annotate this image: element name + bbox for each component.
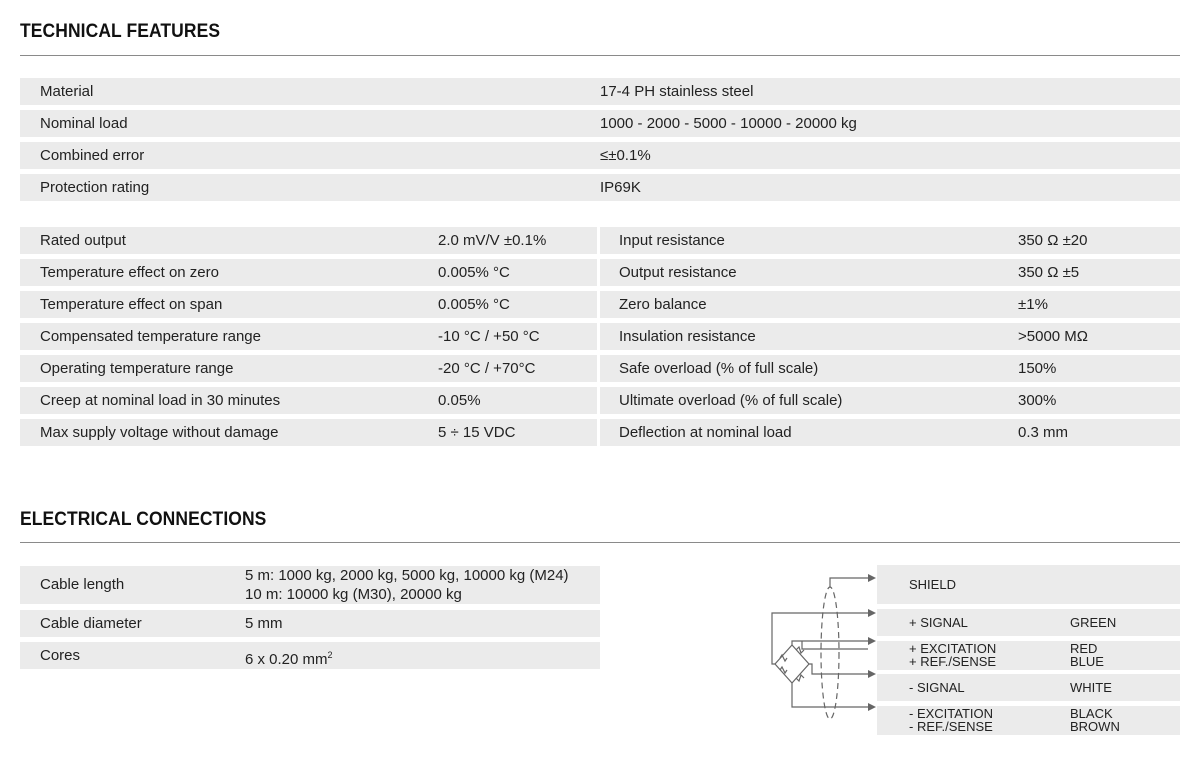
table-row [20,110,1180,137]
spec-value [245,642,333,669]
table-row [877,674,1180,701]
wire-color-line1: RED [1070,641,1098,656]
arrow-icon [868,609,876,617]
spec-value: 5 ÷ 15 VDC [438,424,516,441]
wire-color-line2: BLUE [1070,654,1104,669]
wire-signal-line2: + REF./SENSE [909,654,997,669]
section-title-technical-features: TECHNICAL FEATURES [20,21,221,42]
wire-signal: - SIGNAL [909,680,965,695]
spec-value: 2.0 mV/V ±0.1% [438,232,547,249]
spec-value: 350 Ω ±5 [1018,264,1080,281]
spec-label: Cores [40,647,81,664]
table-row [20,142,1180,169]
shield-ellipse [821,587,839,719]
wire-color [1070,642,1104,668]
table-row [20,566,600,604]
table-row [20,259,597,286]
wire-signal: + SIGNAL [909,615,968,630]
spec-value: 0.005% °C [438,296,510,313]
wire-signal-line2: - REF./SENSE [909,719,993,734]
spec-label: Cable diameter [40,615,142,632]
spec-label: Combined error [40,147,145,164]
table-row [600,227,1180,254]
spec-value: ±1% [1018,296,1048,313]
spec-label: Ultimate overload (% of full scale) [619,392,843,409]
section-title-electrical-connections: ELECTRICAL CONNECTIONS [20,509,267,530]
table-row [877,706,1180,735]
arrow-icon [868,574,876,582]
wire-signal-line1: - EXCITATION [909,706,994,721]
table-row [20,323,597,350]
spec-label: Deflection at nominal load [619,424,792,441]
table-row [20,387,597,414]
spec-label: Temperature effect on zero [40,264,219,281]
spec-label: Nominal load [40,115,128,132]
table-row [877,565,1180,604]
spec-label: Output resistance [619,264,737,281]
spec-label: Input resistance [619,232,725,249]
table-row [20,642,600,669]
spec-value: 0.05% [438,392,481,409]
table-row [20,355,597,382]
spec-label: Cable length [40,576,125,593]
wheatstone-bridge-diagram [760,560,880,730]
table-row [20,174,1180,201]
wire-color-line1: BLACK [1070,706,1113,721]
spec-value: 1000 - 2000 - 5000 - 10000 - 20000 kg [600,115,857,132]
spec-value: 5 mm [245,615,283,632]
spec-value: 0.3 mm [1018,424,1069,441]
table-row [600,259,1180,286]
table-row [600,355,1180,382]
spec-label: Insulation resistance [619,328,756,345]
spec-value: -10 °C / +50 °C [438,328,540,345]
arrow-icon [868,637,876,645]
spec-value: 17-4 PH stainless steel [600,83,754,100]
spec-value: 150% [1018,360,1057,377]
spec-label: Protection rating [40,179,150,196]
spec-label: Compensated temperature range [40,328,261,345]
spec-value: ≤±0.1% [600,147,651,164]
arrow-icon [868,670,876,678]
spec-label: Temperature effect on span [40,296,223,313]
table-row [20,227,597,254]
wire-signal: SHIELD [909,577,956,592]
table-row [20,610,600,637]
wire-color: WHITE [1070,680,1112,695]
spec-value: 300% [1018,392,1057,409]
spec-value: >5000 MΩ [1018,328,1089,345]
cable-length-line2: 10 m: 10000 kg (M30), 20000 kg [245,586,462,603]
table-row [877,641,1180,670]
spec-label: Max supply voltage without damage [40,424,279,441]
wire-color [1070,707,1120,733]
spec-value: IP69K [600,179,641,196]
section-divider [20,55,1180,56]
table-row [20,291,597,318]
wire-signal [909,642,996,668]
cable-length-line1: 5 m: 1000 kg, 2000 kg, 5000 kg, 10000 kg (M24) [245,567,569,584]
table-row [20,78,1180,105]
spec-value: 0.005% °C [438,264,510,281]
spec-label: Creep at nominal load in 30 minutes [40,392,281,409]
spec-value: -20 °C / +70°C [438,360,536,377]
spec-label: Rated output [40,232,126,249]
wire-signal [909,707,993,733]
section-divider [20,542,1180,543]
wire-signal-line1: + EXCITATION [909,641,997,656]
spec-value: 350 Ω ±20 [1018,232,1088,249]
cores-value: 6 x 0.20 mm [245,651,328,668]
spec-value [245,566,569,604]
table-row [600,291,1180,318]
wire-color: GREEN [1070,615,1117,630]
table-row [600,419,1180,446]
spec-label: Safe overload (% of full scale) [619,360,819,377]
table-row [600,323,1180,350]
table-row [20,419,597,446]
table-row [877,609,1180,636]
spec-label: Operating temperature range [40,360,234,377]
spec-label: Zero balance [619,296,707,313]
table-row [600,387,1180,414]
spec-label: Material [40,83,94,100]
cores-superscript: 2 [327,650,333,660]
wire-color-line2: BROWN [1070,719,1120,734]
arrow-icon [868,703,876,711]
